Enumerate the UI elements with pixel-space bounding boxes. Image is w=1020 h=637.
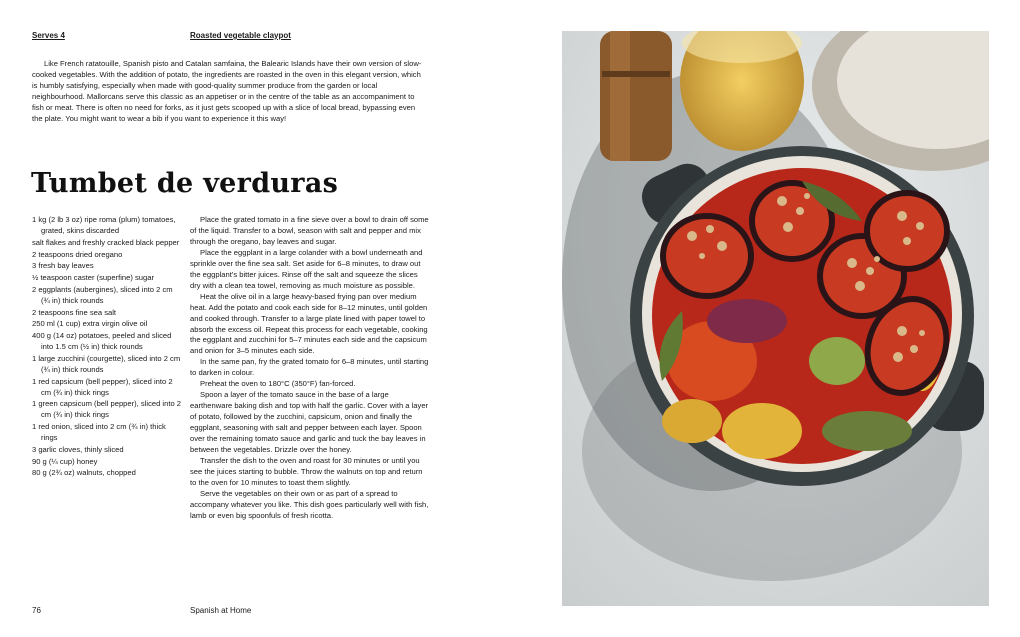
page-number: 76 [32,606,41,615]
food-photo-icon [562,31,989,606]
ingredient-item: 2 eggplants (aubergines), sliced into 2 cm (¾ in) thick rounds [32,284,173,305]
ingredient-list [32,215,182,480]
ingredient-item: 250 ml (1 cup) extra virgin olive oil [32,319,148,329]
method-paragraph: Spoon a layer of the tomato sauce in the base of a large earthenware baking dish and top with half the garlic. Cover with a layer of potato, followed by the zucchini, capsicum, onion and finally the eggplant, seasoning with salt and pepper between each layer. Spoon over the remaining tomato sauce and garlic and tuck the bay leaves in between the vegetables. Drizzle over the honey. [190,390,429,455]
intro-paragraph: Like French ratatouille, Spanish pisto and Catalan samfaina, the Balearic Islands have their own version of slow-cooked vegetables. With the addition of potato, the ingredients are roasted in the oven in this elegant version, which is humbly satisfying, especially when made with good-quality summer produce from the garden or local neighbourhood. Mallorcans serve this classic as an appetiser or in the centre of the table as an accompaniment to fish or meat. There is often no need for forks, as it just gets scooped up with a slice of local bread, bypassing even the plate. You might want to wear a bib if you want to experience it this way! [32,59,422,123]
ingredient-item: 1 red onion, sliced into 2 cm (¾ in) thick rings [32,422,166,442]
ingredient-item: 1 kg (2 lb 3 oz) ripe roma (plum) tomatoes, grated, skins discarded [32,215,176,235]
ingredient-item: salt flakes and freshly cracked black pepper [32,237,180,247]
method-paragraph: In the same pan, fry the grated tomato for 6–8 minutes, until starting to darken in colour. [190,357,429,378]
recipe-title: Tumbet de verduras [31,168,339,199]
ingredient-item: 90 g (¼ cup) honey [32,456,98,466]
method-steps [190,215,430,522]
ingredient-item: 3 fresh bay leaves [32,261,94,271]
ingredient-item: 1 green capsicum (bell pepper), sliced into 2 cm (¾ in) thick rings [32,399,182,420]
ingredient-item: 1 large zucchini (courgette), sliced into 2 cm (¾ in) thick rounds [32,353,181,374]
ingredient-item: ½ teaspoon caster (superfine) sugar [32,273,154,283]
method-paragraph: Place the grated tomato in a fine sieve over a bowl to drain off some of the liquid. Transfer to a bowl, season with salt and pepper and mix through the oregano, bay leaves and sugar. [190,215,429,246]
ingredient-item: 1 red capsicum (bell pepper), sliced into 2 cm (¾ in) thick rings [32,376,173,397]
ingredient-item: 2 teaspoons dried oregano [32,249,123,259]
method-paragraph: Heat the olive oil in a large heavy-based frying pan over medium heat. Add the potato and cook each side for 8–12 minutes, until golden and cooked through. Transfer to a large plate lined with paper towel to absorb the excess oil. Repeat this process for each vegetable, cooking the eggplant and zucchini for 5–7 minutes each side and the capsicum and onion for 3–5 minutes each side. [190,291,428,356]
method-paragraph: Transfer the dish to the oven and roast for 30 minutes or until you see the juices starting to bubble. Throw the walnuts on top and return to the oven for 10 minutes to toast them slightly. [190,455,423,487]
method-paragraph: Preheat the oven to 180°C (350°F) fan-forced. [200,379,356,389]
book-title: Spanish at Home [190,606,252,615]
serves-label: Serves 4 [32,31,65,40]
ingredient-item: 3 garlic cloves, thinly sliced [32,444,124,454]
ingredient-item: 400 g (14 oz) potatoes, peeled and sliced into 1.5 cm (½ in) thick rounds [32,331,172,352]
recipe-subtitle: Roasted vegetable claypot [190,31,291,40]
method-paragraph: Serve the vegetables on their own or as part of a spread to accompany whatever you like. This dish goes particularly well with fish, lamb or even big spoonfuls of fresh ricotta. [190,488,429,520]
method-paragraph: Place the eggplant in a large colander with a bowl underneath and sprinkle over the fine sea salt. Set aside for 6–8 minutes, to draw out the eggplant’s bitter juices. Rinse off the salt and squeeze the slices dry with a clean tea towel, removing as much moisture as possible. [190,247,423,290]
food-photo [562,31,989,606]
ingredient-item: 80 g (2¾ oz) walnuts, chopped [32,468,136,478]
ingredient-item: 2 teaspoons fine sea salt [32,307,117,317]
